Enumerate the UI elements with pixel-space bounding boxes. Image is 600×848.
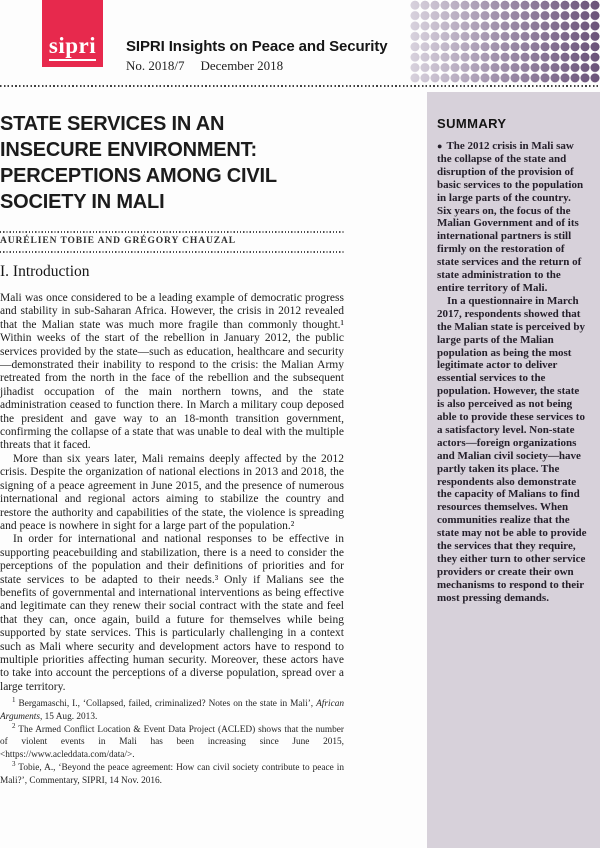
masthead-dotted-rule	[0, 85, 600, 87]
authors-bottom-rule	[0, 251, 344, 253]
article-title-line: PERCEPTIONS AMONG CIVIL	[0, 165, 277, 187]
authors-top-rule	[0, 231, 344, 233]
body-text	[0, 292, 344, 694]
footnote	[0, 695, 344, 724]
summary-text: The 2012 crisis in Mali saw the collapse of the state and disruption of the provision of basic services to the population in large parts of the country. Six years on, the focus of the Malian Government and of its international partners is still firmly on the restoration of state services and the return of state administration to the entire territory of Mali.	[437, 140, 584, 294]
summary-sidebar	[427, 92, 600, 848]
footnotes	[0, 695, 344, 788]
footnote-text: Bergamaschi, I., ‘Collapsed, failed, criminalized? Notes on the state in Mali’,	[15, 699, 317, 709]
decorative-diamond-pattern	[410, 0, 600, 83]
authors-byline: AURÉLIEN TOBIE AND GRÉGORY CHAUZAL	[0, 236, 236, 246]
article-title-line: INSECURE ENVIRONMENT:	[0, 139, 257, 161]
footnote	[0, 721, 344, 762]
issue-number: No. 2018/7	[126, 58, 185, 73]
article-title-line: STATE SERVICES IN AN	[0, 113, 225, 135]
sipri-logo	[42, 0, 103, 67]
footnote-text: Tobie, A., ‘Beyond the peace agreement: How can civil society contribute to peace in Mali?’, Commentary, SIPRI, 14 Nov. 2016.	[0, 762, 344, 786]
footnote-marker: 1	[12, 695, 16, 704]
bullet-icon: ●	[437, 141, 443, 151]
body-paragraph: Mali was once considered to be a leading example of democratic progress and stability in sub-Saharan Africa. However, the crisis in 2012 revealed that the Malian state was much more fragile than commonly thought.¹ Within weeks of the start of the rebellion in January 2012, the public services provided by the state—such as education, healthcare and security—demonstrated their inability to respond to the crisis: the Malian Army retreated from the north in the face of the rebellion and the subsequent jihadist occupation of the main northern towns, and the state administration ceased to function there. In March a military coup deposed the president and gave way to an 18-month transition government, confirming the collapse of a state that was unable to deal with the multiple threats that it faced.	[0, 292, 344, 452]
footnote-marker: 2	[12, 721, 16, 730]
footnote-marker: 3	[12, 759, 16, 768]
article-title-line: SOCIETY IN MALI	[0, 191, 165, 213]
section-heading: I. Introduction	[0, 263, 90, 280]
series-title: SIPRI Insights on Peace and Security	[126, 38, 388, 55]
summary-paragraph	[437, 140, 588, 295]
issue-date: December 2018	[200, 58, 284, 73]
issue-line	[126, 58, 283, 74]
footnote-text: The Armed Conflict Location & Event Data Project (ACLED) shows that the number of violent events in Mali has been increasing since June 2015, <https://www.acleddata.com/data/>.	[0, 724, 344, 761]
footnote-italic-text: African Arguments	[0, 699, 344, 722]
article-title	[0, 111, 344, 215]
sipri-logo-text: sipri	[49, 34, 96, 61]
body-paragraph: More than six years later, Mali remains deeply affected by the 2012 crisis. Despite the organization of national elections in 2013 and 2018, the signing of a peace agreement in June 2015, and the presence of numerous international and regional actors aiming to stabilize the country and restore the authority and capabilities of the state, the violence is spreading and peace is nowhere in sight for a large part of the population.²	[0, 452, 344, 532]
summary-heading: SUMMARY	[437, 116, 507, 131]
summary-paragraph: In a questionnaire in March 2017, respondents showed that the Malian state is perceived by large parts of the Malian population as being the most legitimate actor to deliver essential services to the population. However, the state is also perceived as not being able to provide these services to a satisfactory level. Non-state actors—foreign organizations and Malian civil society—have partly taken its place. The respondents also demonstrate the capacity of Malians to find resources themselves. When communities realize that the state may not be able to provide the services that they require, they either turn to other service providers or create their own mechanisms to respond to their most pressing demands.	[437, 294, 587, 604]
body-paragraph: In order for international and national responses to be effective in supporting peacebuilding and stabilization, there is a need to consider the perceptions of the population and their definitions of priorities and for state services to be adapted to their needs.³ Only if Malians see the benefits of governmental and international interventions as being effective and legitimate can they renew their social contract with the state and feel that they can, once again, build a future for themselves while being supported by state services. This is particularly challenging in a context such as Mali where security and development actors have to respond to multiple priorities affecting human security. Moreover, these actors have to take into account the perceptions of a diverse population, spread over a large territory.	[0, 533, 344, 693]
footnote-text: , 15 Aug. 2013.	[39, 711, 98, 722]
footnote	[0, 759, 344, 788]
